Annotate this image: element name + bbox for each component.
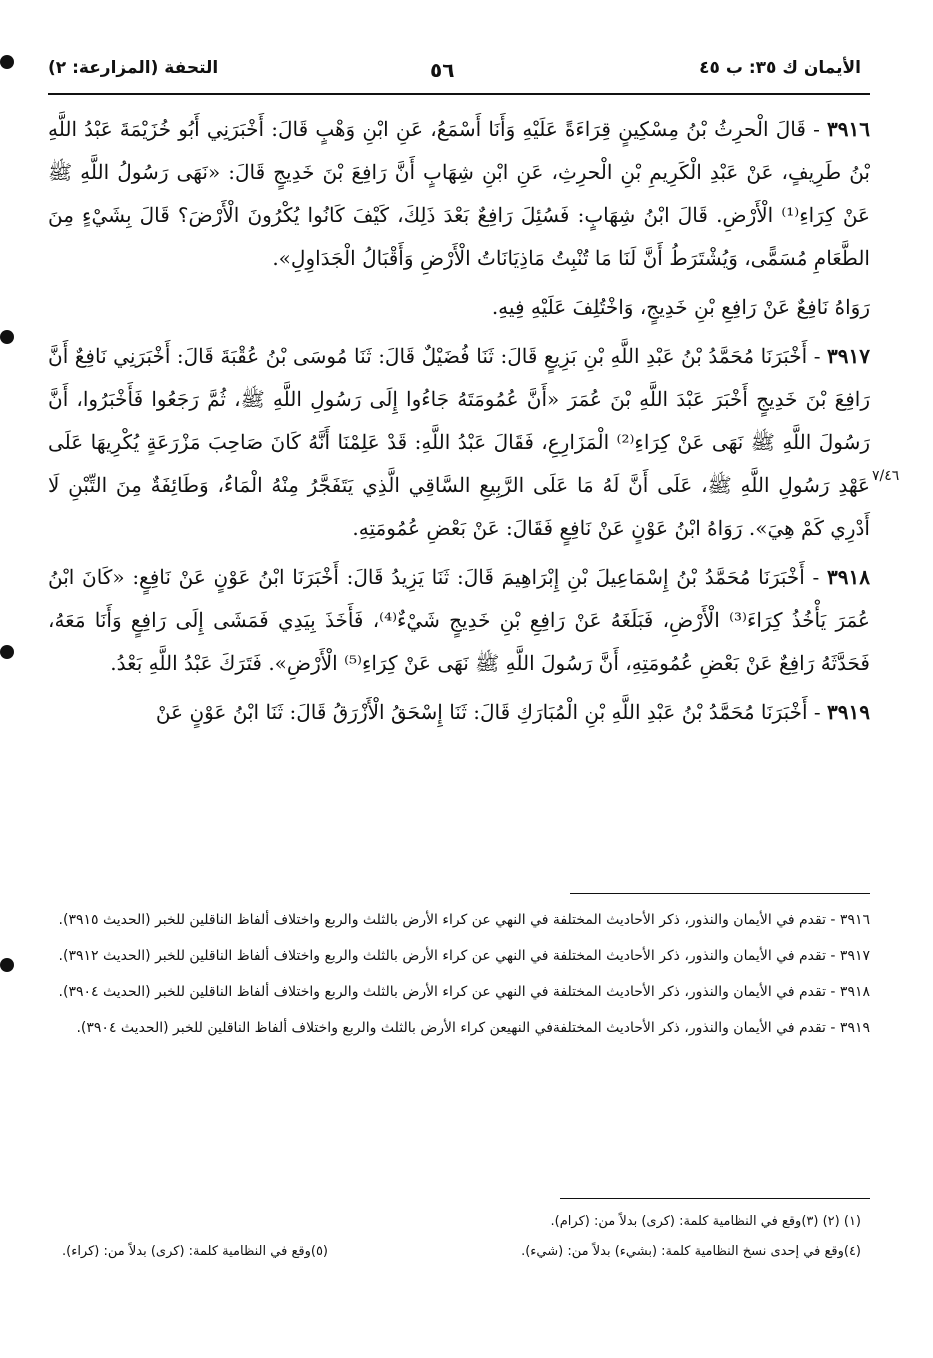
- note-item: ٣٩١٦ - تقدم في الأيمان والنذور، ذكر الأحاديث المختلفة في النهي عن كراء الأرض بالثلث والربع واختلاف ألفاظ الناقلين للخبر (الحديث ٣٩١٥).: [58, 912, 870, 928]
- hadith-body: - قَالَ الْحرِثُ بْنُ مِسْكِينٍ قِرَاءَةً عَلَيْهِ وَأَنَا أَسْمَعُ، عَنِ ابْنِ وَهْبٍ قَالَ: أَخْبَرَنِي أَبُو خُزَيْمَةَ عَبْدُ اللَّهِ بْنُ طَرِيفٍ، عَنْ عَبْدِ الْكَرِيمِ بْنِ الْحرِثِ، عَنِ ابْنِ شِهَابٍ أَنَّ رَافِعَ بْنَ خَدِيجٍ قَالَ: «نَهَى رَسُولُ اللَّهِ ﷺ عَنْ كِرَاءِ⁽¹⁾ الْأَرْضِ. قَالَ ابْنُ شِهَابٍ: فَسُئِلَ رَافِعٌ بَعْدَ ذَلِكَ، كَيْفَ كَانُوا يُكْرُونَ الْأَرْضَ؟ قَالَ بِشَيْءٍ مِنَ الطَّعَامِ مُسَمًّى، وَيُشْتَرَطُ أَنَّ لَنَا مَا تُنْبِتُ مَاذِيَانَاتُ الْأَرْضِ وَأَقْبَالُ الْجَدَاوِلِ».: [48, 117, 870, 270]
- header-tuhfa-ref: التحفة (المزارعة: ٢): [48, 58, 219, 78]
- hadith-paragraph: [48, 286, 870, 329]
- hadith-paragraph: [48, 556, 870, 685]
- notes-rule: [570, 893, 870, 894]
- hadith-body: - أَخْبَرَنَا مُحَمَّدُ بْنُ عَبْدِ اللَّهِ بْنِ بَزِيعٍ قَالَ: ثَنَا فُضَيْلٌ قَالَ: ثَنَا مُوسَى بْنُ عُقْبَةَ قَالَ: أَخْبَرَنِي نَافِعٌ أَنَّ رَافِعَ بْنَ خَدِيجٍ أَخْبَرَ عَبْدَ اللَّهِ بْنَ عُمَرَ «أَنَّ عُمُومَتَهُ جَاءُوا إِلَى رَسُولِ اللَّهِ ﷺ، ثُمَّ رَجَعُوا فَأَخْبَرُوا، أَنَّ رَسُولَ اللَّهِ ﷺ نَهَى عَنْ كِرَاءِ⁽²⁾ الْمَزَارِعِ، فَقَالَ عَبْدُ اللَّهِ: قَدْ عَلِمْنَا أَنَّهُ كَانَ صَاحِبَ مَزْرَعَةٍ يُكْرِيهَا عَلَى عَهْدِ رَسُولِ اللَّهِ ﷺ، عَلَى أَنَّ لَهُ مَا عَلَى الرَّبِيعِ السَّاقِي الَّذِي يَتَفَجَّرُ مِنْهُ الْمَاءُ، وَطَائِفَةٌ مِنَ التِّبْنِ لَا أَدْرِي كَمْ هِيَ». رَوَاهُ ابْنُ عَوْنٍ عَنْ نَافِعٍ فَقَالَ: عَنْ بَعْضِ عُمُومَتِهِ.: [48, 344, 870, 540]
- footnote: (٥)وقع في النظامية كلمة: (كرى) بدلاً من: (كراء).: [62, 1244, 328, 1259]
- header-chapter-ref: الأيمان ك ٣٥: ب ٤٥: [699, 58, 861, 78]
- hadith-paragraph: [48, 108, 870, 280]
- hadith-paragraph: [48, 335, 870, 550]
- hadith-text: [48, 108, 870, 740]
- hadith-body: - أَخْبَرَنَا مُحَمَّدُ بْنُ عَبْدِ اللَّهِ بْنِ الْمُبَارَكِ قَالَ: ثَنَا إِسْحَقُ الْأَزْرَقُ قَالَ: ثَنَا ابْنُ عَوْنٍ عَنْ: [155, 700, 821, 724]
- hadith-number: ٣٩١٨: [827, 565, 870, 589]
- note-item: ٣٩١٧ - تقدم في الأيمان والنذور، ذكر الأحاديث المختلفة في النهي عن كراء الأرض بالثلث والربع واختلاف ألفاظ الناقلين للخبر (الحديث ٣٩١٢).: [58, 948, 870, 964]
- scan-blot: [0, 55, 14, 69]
- scan-blot: [0, 330, 14, 344]
- hadith-number: ٣٩١٩: [827, 700, 870, 724]
- scan-blot: [0, 958, 14, 972]
- note-item: ٣٩١٩ - تقدم في الأيمان والنذور، ذكر الأحاديث المختلفةفي النهيعن كراء الأرض بالثلث والربع واختلاف ألفاظ الناقلين للخبر (الحديث ٣٩٠٤).: [76, 1020, 870, 1036]
- note-item: ٣٩١٨ - تقدم في الأيمان والنذور، ذكر الأحاديث المختلفة في النهي عن كراء الأرض بالثلث والربع واختلاف ألفاظ الناقلين للخبر (الحديث ٣٩٠٤).: [58, 984, 870, 1000]
- cross-reference-notes: [48, 906, 870, 1050]
- hadith-body: رَوَاهُ نَافِعٌ عَنْ رَافِعِ بْنِ خَدِيجٍ، وَاخْتُلِفَ عَلَيْهِ فِيهِ.: [491, 295, 870, 319]
- footnote: (٤)وقع في إحدى نسخ النظامية كلمة: (بشيء) بدلاً من: (شيء).: [521, 1244, 861, 1259]
- scan-blot: [0, 645, 14, 659]
- hadith-number: ٣٩١٦: [827, 117, 871, 141]
- page-number: ٥٦: [430, 58, 455, 82]
- hadith-number: ٣٩١٧: [827, 344, 870, 368]
- header-rule: [48, 93, 870, 95]
- footnote-rule: [560, 1198, 870, 1199]
- footnote: (١) (٢) (٣)وقع في النظامية كلمة: (كرى) بدلاً من: (كرام).: [550, 1214, 861, 1229]
- margin-reference: ٧/٤٦: [872, 468, 900, 484]
- hadith-body: - أَخْبَرَنَا مُحَمَّدُ بْنُ إِسْمَاعِيلَ بْنِ إِبْرَاهِيمَ قَالَ: ثَنَا يَزِيدُ قَالَ: أَخْبَرَنَا ابْنُ عَوْنٍ عَنْ نَافِعٍ: «كَانَ ابْنُ عُمَرَ يَأْخُذُ كِرَاءَ⁽³⁾ الْأَرْضِ، فَبَلَغَهُ عَنْ رَافِعِ بْنِ خَدِيجٍ شَيْءٌ⁽⁴⁾، فَأَخَذَ بِيَدِي فَمَشَى إِلَى رَافِعٍ وَأَنَا مَعَهُ، فَحَدَّثَهُ رَافِعٌ عَنْ بَعْضِ عُمُومَتِهِ، أَنَّ رَسُولَ اللَّهِ ﷺ نَهَى عَنْ كِرَاءِ⁽⁵⁾ الْأَرْضِ». فَتَرَكَ عَبْدُ اللَّهِ بَعْدُ.: [48, 565, 870, 675]
- hadith-paragraph: [48, 691, 870, 734]
